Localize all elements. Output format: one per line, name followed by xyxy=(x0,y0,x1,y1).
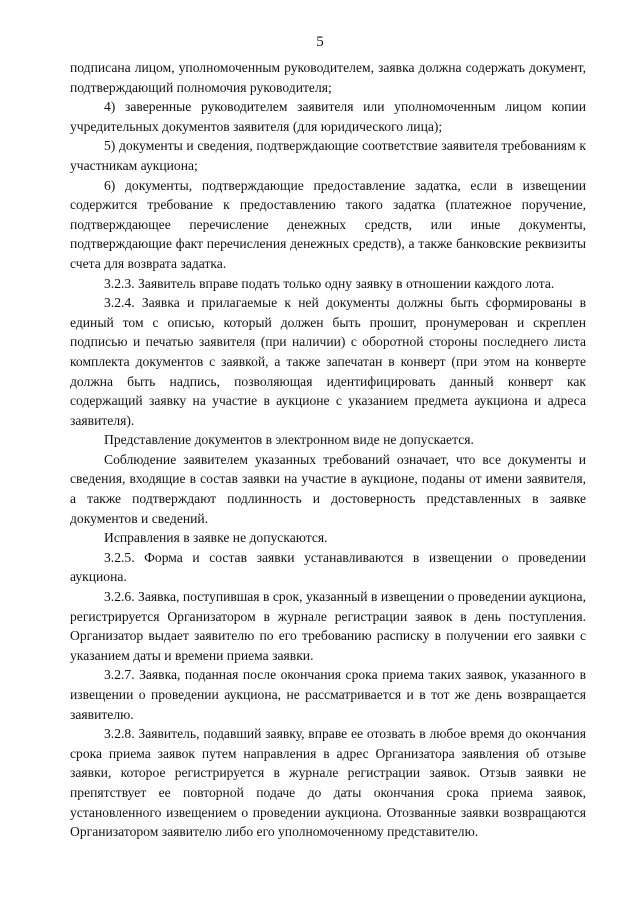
paragraph-3-2-8: 3.2.8. Заявитель, подавший заявку, вправе ее отозвать в любое время до окончания срока приема заявок путем направления в адрес Организатора заявления об отзыве заявки, которое регистрируется в журнале регистрации заявок. Отзыв заявки не препятствует ее повторной подаче до даты окончания срока приема заявок, установленного извещением о проведении аукциона. Отозванные заявки возвращаются Организатором заявителю либо его уполномоченному представителю. xyxy=(70,726,586,840)
page-body xyxy=(70,58,586,842)
page-number: 5 xyxy=(316,34,324,50)
paragraph-3-2-3: 3.2.3. Заявитель вправе подать только одну заявку в отношении каждого лота. xyxy=(104,275,555,291)
paragraph-item-4: 4) заверенные руководителем заявителя или уполномоченным лицом копии учредительных документов заявителя (для юридического лица); xyxy=(70,99,586,134)
paragraph-corrections: Исправления в заявке не допускаются. xyxy=(104,530,328,546)
paragraph-electronic-docs: Представление документов в электронном виде не допускается. xyxy=(104,432,474,448)
paragraph-item-5: 5) документы и сведения, подтверждающие соответствие заявителя требованиям к участникам аукциона; xyxy=(70,138,586,173)
paragraph-continuation: подписана лицом, уполномоченным руководителем, заявка должна содержать документ, подтверждающий полномочия руководителя; xyxy=(70,60,586,95)
paragraph-item-6: 6) документы, подтверждающие предоставление задатка, если в извещении содержится требование к предоставлению такого задатка (платежное поручение, подтверждающее перечисление денежных средств, или иные документы, подтверждающие факт перечисления денежных средств), а также банковские реквизиты счета для возврата задатка. xyxy=(70,177,586,271)
paragraph-3-2-5: 3.2.5. Форма и состав заявки устанавливаются в извещении о проведении аукциона. xyxy=(70,549,586,585)
paragraph-3-2-7: 3.2.7. Заявка, поданная после окончания срока приема таких заявок, указанного в извещении о проведении аукциона, не рассматривается и в тот же день возвращается заявителю. xyxy=(70,667,586,722)
paragraph-3-2-6: 3.2.6. Заявка, поступившая в срок, указанный в извещении о проведении аукциона, регистрируется Организатором в журнале регистрации заявок в день поступления. Организатор выдает заявителю по его требованию расписку в получении его заявки с указанием даты и времени приема заявки. xyxy=(70,589,586,663)
paragraph-3-2-4: 3.2.4. Заявка и прилагаемые к ней документы должны быть сформированы в единый том с описью, который должен быть прошит, пронумерован и скреплен подписью и печатью заявителя (при наличии) с оборотной стороны последнего листа комплекта документов с заявкой, а также запечатан в конверт (при этом на конверте должна быть надпись, позволяющая идентифицировать данный конверт как содержащий заявку на участие в аукционе с указанием предмета аукциона и адреса заявителя). xyxy=(70,295,586,428)
paragraph-compliance: Соблюдение заявителем указанных требований означает, что все документы и сведения, входящие в состав заявки на участие в аукционе, поданы от имени заявителя, а также подтверждают подлинность и достоверность представленных в заявке документов и сведений. xyxy=(70,451,586,526)
